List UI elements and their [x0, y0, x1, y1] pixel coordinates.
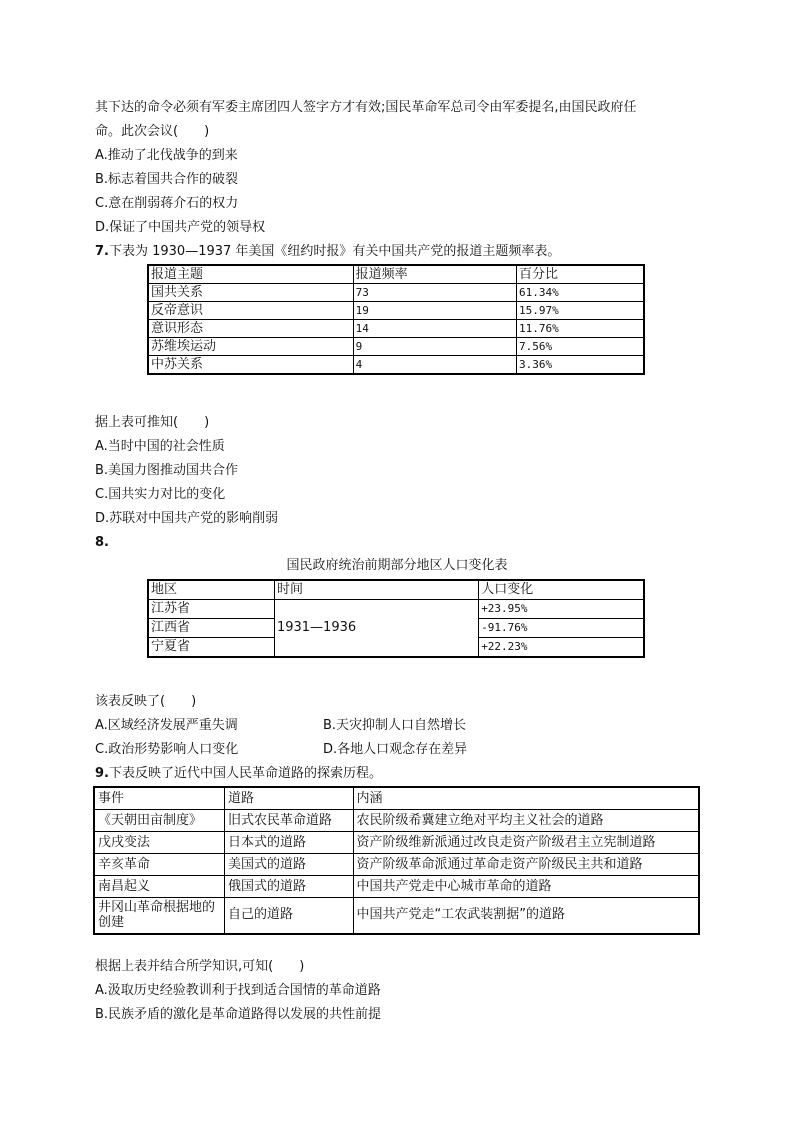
table-row	[94, 832, 699, 854]
table-header-cell: 百分比	[516, 265, 644, 284]
table-cell: 江西省	[148, 619, 274, 638]
table-cell: 宁夏省	[148, 638, 274, 658]
q9-number: 9.	[95, 766, 109, 781]
q7-option-d: D.苏联对中国共产党的影响削弱	[95, 511, 279, 526]
table-cell: 江苏省	[148, 600, 274, 619]
table-cell: 73	[353, 284, 516, 302]
table-cell: 资产阶级维新派通过改良走资产阶级君主立宪制道路	[353, 832, 699, 854]
q7-number: 7.	[95, 244, 109, 259]
table-row	[148, 302, 644, 320]
table-row	[94, 898, 699, 934]
q9-option-a: A.汲取历史经验教训利于找到适合国情的革命道路	[95, 983, 381, 998]
q9-option-b: B.民族矛盾的激化是革命道路得以发展的共性前提	[95, 1007, 382, 1022]
intro-line-1: 其下达的命令必须有军委主席团四人签字方才有效;国民革命军总司令由军委提名,由国民政府任	[95, 100, 637, 115]
table-cell: -91.76%	[479, 619, 644, 638]
table-cell: 《天朝田亩制度》	[94, 810, 225, 832]
table-header-cell: 事件	[94, 787, 225, 810]
q8-number: 8.	[95, 535, 109, 550]
q6-option-b: B.标志着国共合作的破裂	[95, 172, 239, 187]
q7-stem: 下表为 1930—1937 年美国《纽约时报》有关中国共产党的报道主题频率表。	[108, 244, 561, 259]
table-header-cell: 报道频率	[353, 265, 516, 284]
table-cell: 苏维埃运动	[148, 338, 353, 356]
table-header-row	[148, 580, 644, 600]
table-cell: 61.34%	[516, 284, 644, 302]
q8-table-title: 国民政府统治前期部分地区人口变化表	[286, 558, 508, 573]
table-cell: 旧式农民革命道路	[225, 810, 354, 832]
q6-option-c: C.意在削弱蒋介石的权力	[95, 196, 239, 211]
table-cell: 资产阶级革命派通过革命走资产阶级民主共和道路	[353, 854, 699, 876]
table-cell: 辛亥革命	[94, 854, 225, 876]
q8-table	[147, 579, 645, 658]
table-cell: 美国式的道路	[225, 854, 354, 876]
q7-question: 据上表可推知( )	[95, 415, 210, 430]
table-cell: 7.56%	[516, 338, 644, 356]
q7-option-b: B.美国力图推动国共合作	[95, 463, 239, 478]
table-row	[148, 600, 644, 619]
q6-option-a: A.推动了北伐战争的到来	[95, 148, 238, 163]
table-cell: 中国共产党走中心城市革命的道路	[353, 876, 699, 898]
table-row	[94, 854, 699, 876]
table-row	[148, 356, 644, 375]
table-cell: +22.23%	[479, 638, 644, 658]
table-cell: 11.76%	[516, 320, 644, 338]
table-cell: 15.97%	[516, 302, 644, 320]
table-cell: 4	[353, 356, 516, 375]
table-cell: +23.95%	[479, 600, 644, 619]
q6-option-d: D.保证了中国共产党的领导权	[95, 220, 266, 235]
table-header-cell: 道路	[225, 787, 354, 810]
q8-option-c: C.政治形势影响人口变化	[95, 742, 239, 757]
table-cell: 中苏关系	[148, 356, 353, 375]
table-cell: 俄国式的道路	[225, 876, 354, 898]
table-cell: 9	[353, 338, 516, 356]
table-header-cell: 地区	[148, 580, 274, 600]
table-header-cell: 报道主题	[148, 265, 353, 284]
table-cell: 戊戌变法	[94, 832, 225, 854]
table-cell: 反帝意识	[148, 302, 353, 320]
q8-option-a: A.区域经济发展严重失调	[95, 718, 238, 733]
table-header-row	[148, 265, 644, 284]
q7-option-a: A.当时中国的社会性质	[95, 439, 225, 454]
table-cell: 南昌起义	[94, 876, 225, 898]
table-cell: 14	[353, 320, 516, 338]
table-row	[94, 810, 699, 832]
q9-stem: 下表反映了近代中国人民革命道路的探索历程。	[108, 766, 382, 781]
intro-line-2: 命。此次会议( )	[95, 124, 210, 139]
table-cell: 3.36%	[516, 356, 644, 375]
table-cell: 19	[353, 302, 516, 320]
table-row	[94, 876, 699, 898]
table-header-row	[94, 787, 699, 810]
table-cell: 日本式的道路	[225, 832, 354, 854]
q9-stem-line	[95, 765, 382, 783]
q8-option-d: D.各地人口观念存在差异	[323, 742, 468, 757]
table-header-cell: 时间	[274, 580, 478, 600]
q7-stem-line	[95, 243, 560, 261]
q9-table	[93, 786, 700, 935]
table-row	[148, 284, 644, 302]
q7-option-c: C.国共实力对比的变化	[95, 487, 226, 502]
q7-table	[147, 264, 645, 375]
table-header-cell: 人口变化	[479, 580, 644, 600]
q8-question: 该表反映了( )	[95, 694, 197, 709]
q8-option-b: B.天灾抑制人口自然增长	[323, 718, 467, 733]
table-header-cell: 内涵	[353, 787, 699, 810]
table-cell: 农民阶级希冀建立绝对平均主义社会的道路	[353, 810, 699, 832]
table-cell: 意识形态	[148, 320, 353, 338]
table-cell: 自己的道路	[225, 898, 354, 934]
table-row	[148, 320, 644, 338]
table-row	[148, 338, 644, 356]
table-cell: 中国共产党走“工农武装割据”的道路	[353, 898, 699, 934]
table-cell: 井冈山革命根据地的创建	[94, 898, 225, 934]
q9-question: 根据上表并结合所学知识,可知( )	[95, 959, 305, 974]
table-cell: 国共关系	[148, 284, 353, 302]
period-cell: 1931—1936	[274, 600, 478, 658]
